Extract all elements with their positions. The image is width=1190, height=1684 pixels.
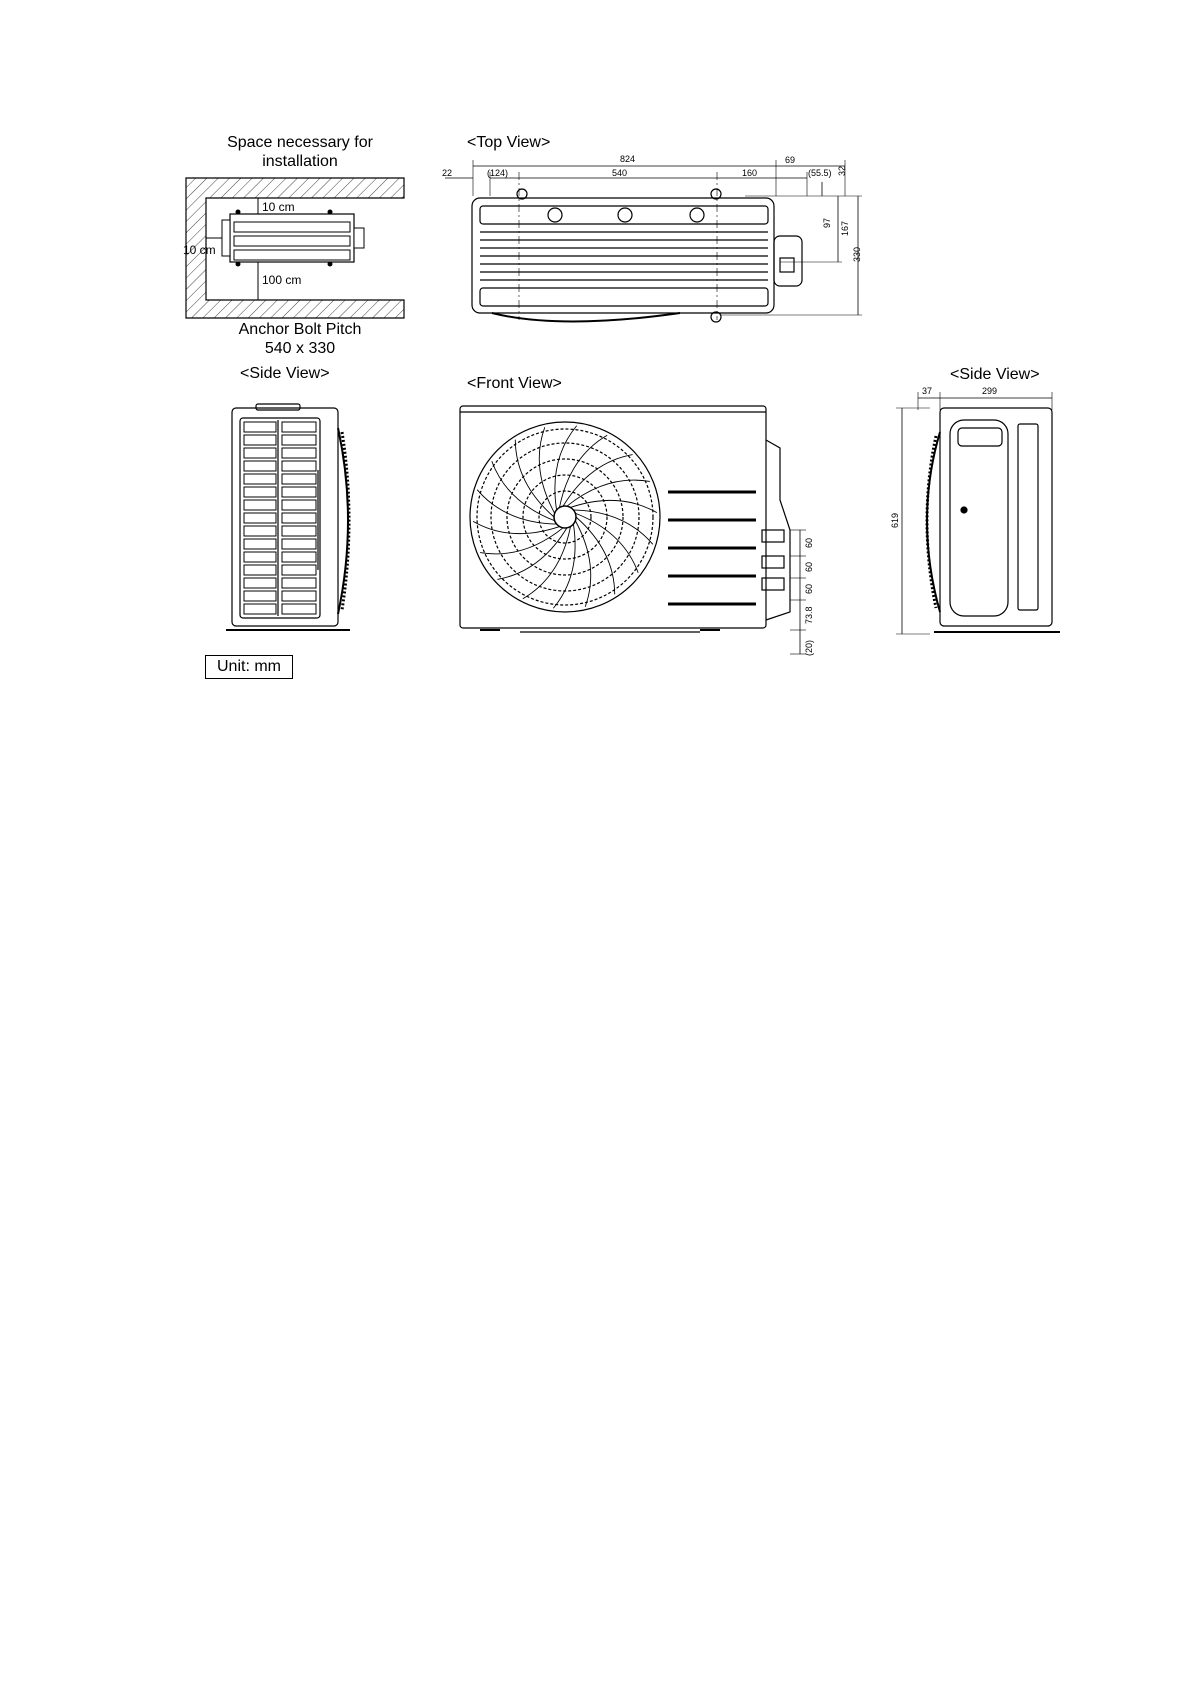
fan-grille-spoke [497,528,567,580]
side-view-left-drawing [226,404,350,630]
dim-top-right-gap: 160 [742,168,758,178]
fan-grille-spoke [563,455,633,507]
dim-side-depth-a: 37 [922,386,933,396]
side-view-left-title: <Side View> [240,365,330,382]
louver-slot [244,565,276,575]
dim-front-2: 60 [804,561,814,572]
dim-top-h167: 167 [840,220,850,236]
dim-top-h97: 97 [822,217,832,228]
side-view-right-title: <Side View> [950,366,1040,383]
louver-slot [244,578,276,588]
installation-space-diagram [183,178,404,318]
louver-slot [244,552,276,562]
louver-slot [282,565,316,575]
install-title-line2: installation [262,153,338,170]
top-clearance-label: 10 cm [262,200,295,214]
louver-slot [244,526,276,536]
dim-top-h32: 32 [837,165,847,176]
louver-slot [282,461,316,471]
fan-grille-spoke [575,521,590,607]
louver-slot [282,513,316,523]
dim-top-right-small: (55.5) [808,168,832,178]
dim-top-bolt-pitch: 540 [612,168,628,178]
dim-top-overall: 824 [620,154,636,164]
left-clearance-label: 10 cm [183,243,216,257]
dim-side-depth-b: 299 [982,386,998,396]
top-view-drawing [445,160,862,322]
louver-slot [244,500,276,510]
fan-grille-spoke [573,510,652,544]
louver-slot [244,422,276,432]
fan-grille-spoke [555,426,577,510]
fan-grille-spoke [553,524,575,608]
unit-label: Unit: mm [205,655,293,679]
fan-grille-spoke [477,490,556,524]
anchor-bolt-value: 540 x 330 [264,340,336,357]
louver-slot [282,487,316,497]
louver-slot [244,539,276,549]
louver-slot [282,578,316,588]
louver-slot [282,604,316,614]
front-view-title: <Front View> [467,375,562,392]
louver-slot [282,435,316,445]
louver-slot [282,500,316,510]
dim-top-left-gap: (124) [487,168,509,178]
dim-front-1: 60 [804,537,814,548]
louver-slot [282,526,316,536]
louver-slot [244,604,276,614]
louver-slot [244,513,276,523]
louver-slot [244,474,276,484]
dim-front-4: 73.8 [804,606,814,624]
anchor-bolt-title: Anchor Bolt Pitch [238,321,362,338]
dim-top-right-extra: 69 [785,155,796,165]
side-view-right-drawing [896,392,1060,634]
louver-slot [282,591,316,601]
louver-slot [282,552,316,562]
dim-top-left-offset: 22 [442,168,453,178]
front-view-drawing [460,406,806,654]
louver-slot [244,591,276,601]
louver-slot [244,487,276,497]
dim-front-5: (20) [804,639,814,656]
louver-slot [282,474,316,484]
top-view-title: <Top View> [467,134,551,151]
louver-slot [244,461,276,471]
dim-side-height: 619 [890,512,900,528]
fan-grille-spoke [539,427,554,513]
louver-slot [282,448,316,458]
louver-slot [244,448,276,458]
louver-slot [282,422,316,432]
dim-front-3: 60 [804,583,814,594]
dim-top-h330: 330 [852,246,862,262]
fan-grille-spoke [523,527,571,599]
install-title-line1: Space necessary for [227,134,373,151]
louver-slot [244,435,276,445]
louver-slot [282,539,316,549]
front-clearance-label: 100 cm [262,273,302,287]
